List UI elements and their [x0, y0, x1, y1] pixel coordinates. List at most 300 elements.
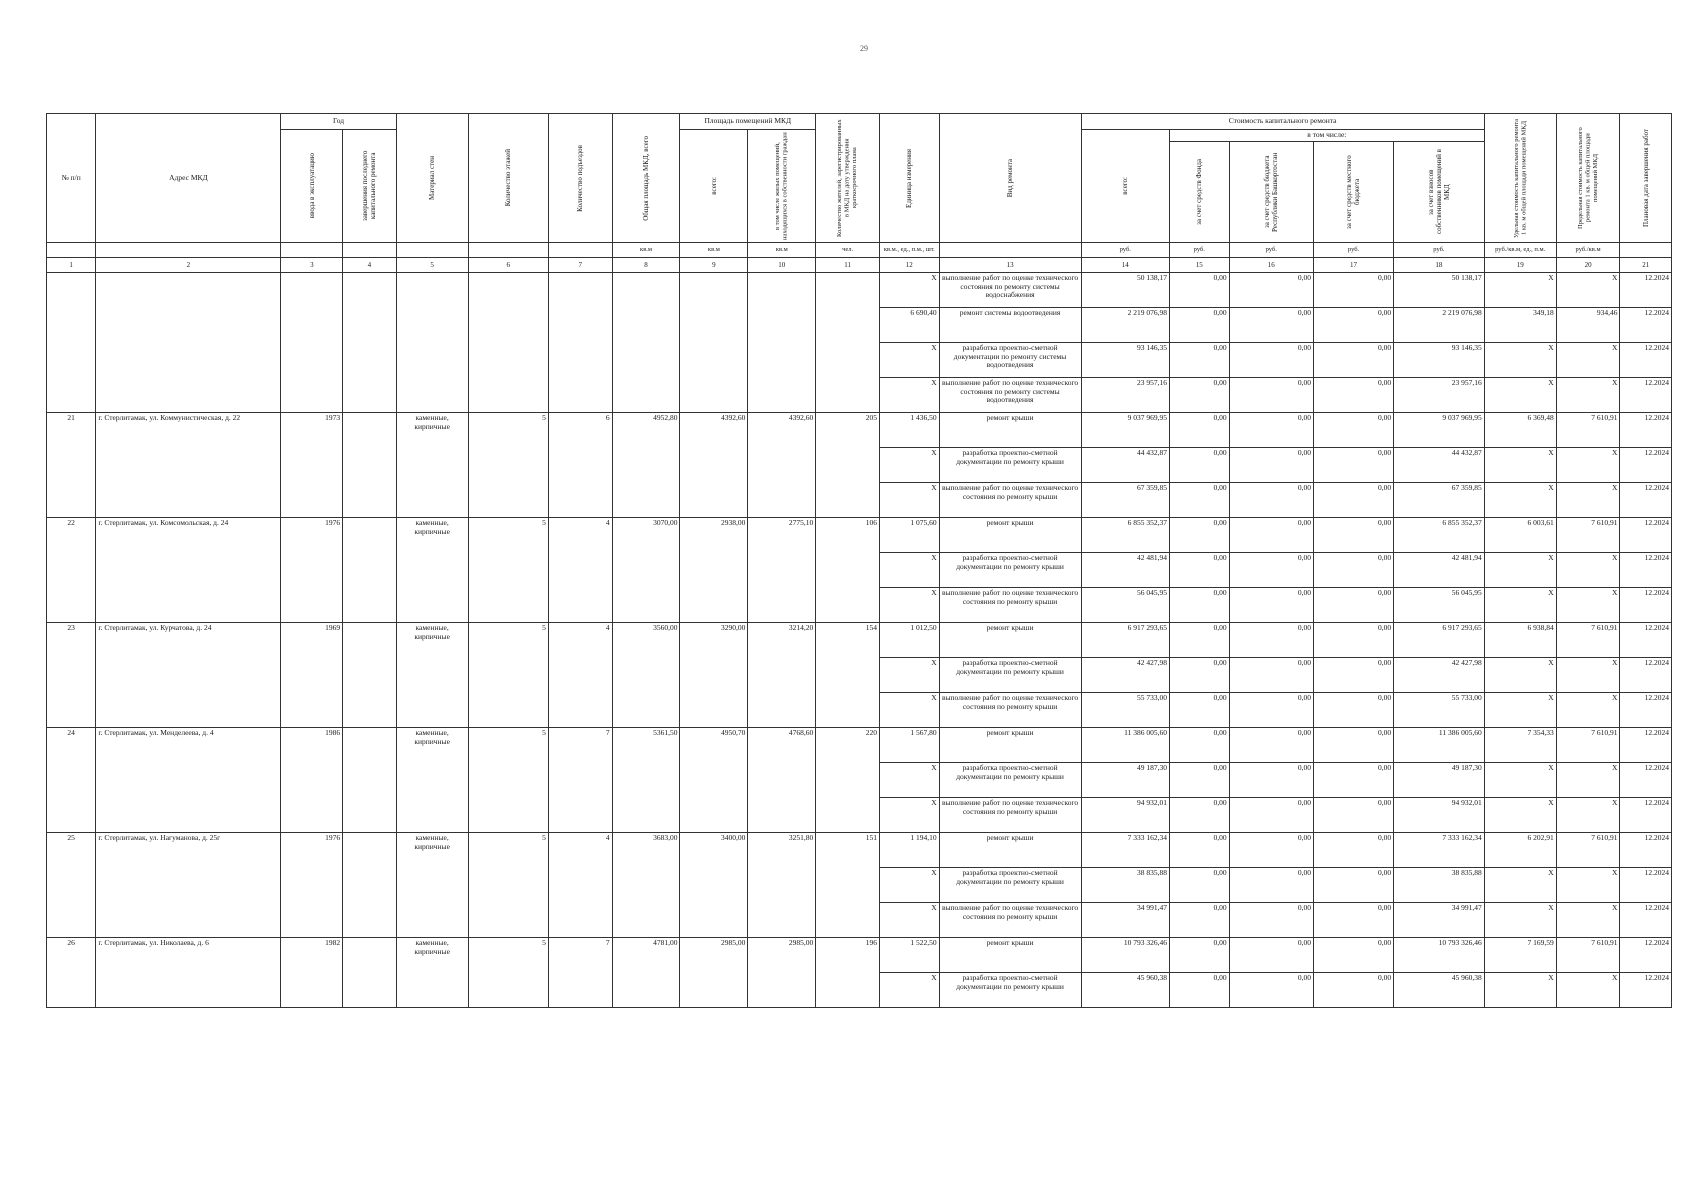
- deadline-cell: 12.2024: [1620, 308, 1672, 343]
- cost-owners-cell: 6 855 352,37: [1394, 518, 1485, 553]
- header-floors: Количество этажей: [504, 149, 513, 207]
- work-type-cell: выполнение работ по оценке технического состояния по ремонту системы водоотведения: [939, 378, 1081, 413]
- floors-cell: [468, 273, 548, 413]
- table-row: [47, 938, 1672, 973]
- cost-fund-cell: 0,00: [1169, 448, 1229, 483]
- cost-local-cell: 0,00: [1313, 588, 1393, 623]
- header-area-residential: в том числе жилых помещений, находящихся в собственности граждан: [774, 132, 789, 240]
- cost-local-cell: 0,00: [1313, 343, 1393, 378]
- unit-qty-cell: X: [879, 658, 939, 693]
- cost-total-cell: 6 855 352,37: [1081, 518, 1169, 553]
- work-type-cell: ремонт крыши: [939, 518, 1081, 553]
- cost-total-cell: 9 037 969,95: [1081, 413, 1169, 448]
- cost-republic-cell: 0,00: [1229, 518, 1313, 553]
- area-res-cell: 3251,80: [748, 833, 816, 938]
- max-cost-cell: X: [1556, 588, 1620, 623]
- last-repair-cell: [343, 833, 396, 938]
- cost-local-cell: 0,00: [1313, 798, 1393, 833]
- material-cell: каменные, кирпичные: [396, 833, 468, 938]
- cost-local-cell: 0,00: [1313, 308, 1393, 343]
- table-row: [47, 833, 1672, 868]
- year-cell: 1982: [281, 938, 343, 1008]
- entrances-cell: 4: [548, 518, 612, 623]
- unit-qty-cell: X: [879, 693, 939, 728]
- unit-cost-cell: X: [1484, 693, 1556, 728]
- deadline-cell: 12.2024: [1620, 623, 1672, 658]
- header-max-cost: Предельная стоимость капитального ремонта 1 кв. м общей площади помещений МКД: [1576, 127, 1599, 229]
- deadline-cell: 12.2024: [1620, 833, 1672, 868]
- header-area-total: всего:: [709, 177, 718, 195]
- work-type-cell: разработка проектно-сметной документации по ремонту крыши: [939, 553, 1081, 588]
- table-row: [47, 728, 1672, 763]
- cost-owners-cell: 6 917 293,65: [1394, 623, 1485, 658]
- header-cost-group: Стоимость капитального ремонта: [1081, 114, 1484, 130]
- work-type-cell: разработка проектно-сметной документации по ремонту системы водоотведения: [939, 343, 1081, 378]
- unit-cost-cell: X: [1484, 378, 1556, 413]
- residents-cell: 220: [816, 728, 880, 833]
- material-cell: [396, 273, 468, 413]
- cost-fund-cell: 0,00: [1169, 273, 1229, 308]
- cost-local-cell: 0,00: [1313, 973, 1393, 1008]
- unit-qty-cell: X: [879, 868, 939, 903]
- work-type-cell: ремонт крыши: [939, 833, 1081, 868]
- header-work-type: Вид ремонта: [1006, 158, 1015, 198]
- year-cell: 1976: [281, 518, 343, 623]
- area-all-cell: 4950,70: [680, 728, 748, 833]
- header-unit-cost: Удельная стоимость капитального ремонта 1 кв. м общей площади помещений МКД: [1512, 118, 1528, 238]
- unit-cost-cell: X: [1484, 588, 1556, 623]
- no-cell: 23: [47, 623, 96, 728]
- max-cost-cell: X: [1556, 448, 1620, 483]
- header-wall-material: Материал стен: [428, 156, 437, 200]
- entrances-cell: 6: [548, 413, 612, 518]
- cost-owners-cell: 34 991,47: [1394, 903, 1485, 938]
- deadline-cell: 12.2024: [1620, 448, 1672, 483]
- unit-qty-cell: X: [879, 273, 939, 308]
- area-all-cell: 2985,00: [680, 938, 748, 1008]
- cost-owners-cell: 49 187,30: [1394, 763, 1485, 798]
- header-cost-local: за счет средств местного бюджета: [1345, 155, 1362, 229]
- area-all-cell: [680, 273, 748, 413]
- deadline-cell: 12.2024: [1620, 518, 1672, 553]
- no-cell: 24: [47, 728, 96, 833]
- residents-cell: [816, 273, 880, 413]
- max-cost-cell: X: [1556, 553, 1620, 588]
- cost-local-cell: 0,00: [1313, 658, 1393, 693]
- cost-fund-cell: 0,00: [1169, 378, 1229, 413]
- cost-total-cell: 56 045,95: [1081, 588, 1169, 623]
- header-cost-republic: за счет средств бюджета Республики Башкортостан: [1263, 152, 1280, 232]
- unit-qty-cell: 1 436,50: [879, 413, 939, 448]
- floors-cell: 5: [468, 728, 548, 833]
- cost-republic-cell: 0,00: [1229, 413, 1313, 448]
- header-area-group: Площадь помещений МКД: [680, 114, 816, 130]
- cost-total-cell: 7 333 162,34: [1081, 833, 1169, 868]
- address-cell: г. Стерлитамак, ул. Нагуманова, д. 25г: [96, 833, 281, 938]
- no-cell: [47, 273, 96, 413]
- cost-fund-cell: 0,00: [1169, 728, 1229, 763]
- cost-total-cell: 49 187,30: [1081, 763, 1169, 798]
- cost-republic-cell: 0,00: [1229, 728, 1313, 763]
- entrances-cell: 7: [548, 938, 612, 1008]
- table-row: [47, 413, 1672, 448]
- max-cost-cell: 7 610,91: [1556, 413, 1620, 448]
- cost-owners-cell: 42 481,94: [1394, 553, 1485, 588]
- capital-repair-table: [46, 113, 1672, 1008]
- cost-owners-cell: 44 432,87: [1394, 448, 1485, 483]
- cost-local-cell: 0,00: [1313, 518, 1393, 553]
- cost-republic-cell: 0,00: [1229, 343, 1313, 378]
- year-cell: 1976: [281, 833, 343, 938]
- work-type-cell: разработка проектно-сметной документации по ремонту крыши: [939, 763, 1081, 798]
- deadline-cell: 12.2024: [1620, 343, 1672, 378]
- header-no: № п/п: [47, 114, 96, 243]
- last-repair-cell: [343, 728, 396, 833]
- cost-local-cell: 0,00: [1313, 938, 1393, 973]
- total-area-cell: 4952,80: [612, 413, 680, 518]
- unit-cost-cell: X: [1484, 343, 1556, 378]
- max-cost-cell: X: [1556, 693, 1620, 728]
- last-repair-cell: [343, 273, 396, 413]
- unit-cost-cell: X: [1484, 973, 1556, 1008]
- work-type-cell: выполнение работ по оценке технического состояния по ремонту крыши: [939, 903, 1081, 938]
- residents-cell: 154: [816, 623, 880, 728]
- total-area-cell: 3560,00: [612, 623, 680, 728]
- cost-owners-cell: 11 386 005,60: [1394, 728, 1485, 763]
- cost-fund-cell: 0,00: [1169, 903, 1229, 938]
- address-cell: г. Стерлитамак, ул. Комсомольская, д. 24: [96, 518, 281, 623]
- last-repair-cell: [343, 623, 396, 728]
- address-cell: г. Стерлитамак, ул. Коммунистическая, д. 22: [96, 413, 281, 518]
- cost-owners-cell: 45 960,38: [1394, 973, 1485, 1008]
- max-cost-cell: 7 610,91: [1556, 833, 1620, 868]
- cost-local-cell: 0,00: [1313, 833, 1393, 868]
- max-cost-cell: X: [1556, 868, 1620, 903]
- cost-republic-cell: 0,00: [1229, 378, 1313, 413]
- address-cell: [96, 273, 281, 413]
- cost-republic-cell: 0,00: [1229, 763, 1313, 798]
- header-cost-owners: за счет взносов собственников помещений в МКД: [1426, 149, 1451, 235]
- work-type-cell: разработка проектно-сметной документации по ремонту крыши: [939, 868, 1081, 903]
- max-cost-cell: 934,46: [1556, 308, 1620, 343]
- cost-total-cell: 11 386 005,60: [1081, 728, 1169, 763]
- max-cost-cell: X: [1556, 798, 1620, 833]
- cost-fund-cell: 0,00: [1169, 553, 1229, 588]
- cost-owners-cell: 38 835,88: [1394, 868, 1485, 903]
- total-area-cell: 3683,00: [612, 833, 680, 938]
- header-deadline: Плановая дата завершения работ: [1641, 128, 1650, 228]
- header-year-last-repair: завершения последнего капитального ремонта: [361, 150, 378, 222]
- total-area-cell: 3070,00: [612, 518, 680, 623]
- cost-fund-cell: 0,00: [1169, 483, 1229, 518]
- deadline-cell: 12.2024: [1620, 413, 1672, 448]
- cost-fund-cell: 0,00: [1169, 973, 1229, 1008]
- unit-cost-cell: 349,18: [1484, 308, 1556, 343]
- total-area-cell: 5361,50: [612, 728, 680, 833]
- material-cell: каменные, кирпичные: [396, 518, 468, 623]
- work-type-cell: ремонт системы водоотведения: [939, 308, 1081, 343]
- unit-qty-cell: X: [879, 553, 939, 588]
- cost-local-cell: 0,00: [1313, 903, 1393, 938]
- unit-qty-cell: X: [879, 763, 939, 798]
- deadline-cell: 12.2024: [1620, 903, 1672, 938]
- work-type-cell: разработка проектно-сметной документации по ремонту крыши: [939, 658, 1081, 693]
- deadline-cell: 12.2024: [1620, 588, 1672, 623]
- unit-qty-cell: X: [879, 588, 939, 623]
- unit-cost-cell: X: [1484, 868, 1556, 903]
- header-residents: Количество жителей, зарегистрированных в МКД на дату утверждения краткосрочного плана: [836, 119, 859, 237]
- max-cost-cell: 7 610,91: [1556, 518, 1620, 553]
- unit-qty-cell: 6 690,40: [879, 308, 939, 343]
- cost-total-cell: 45 960,38: [1081, 973, 1169, 1008]
- unit-cost-cell: X: [1484, 273, 1556, 308]
- cost-fund-cell: 0,00: [1169, 693, 1229, 728]
- unit-cost-cell: X: [1484, 798, 1556, 833]
- cost-local-cell: 0,00: [1313, 728, 1393, 763]
- cost-total-cell: 34 991,47: [1081, 903, 1169, 938]
- cost-republic-cell: 0,00: [1229, 588, 1313, 623]
- cost-fund-cell: 0,00: [1169, 413, 1229, 448]
- cost-republic-cell: 0,00: [1229, 903, 1313, 938]
- unit-qty-cell: X: [879, 903, 939, 938]
- unit-qty-cell: X: [879, 798, 939, 833]
- deadline-cell: 12.2024: [1620, 483, 1672, 518]
- cost-local-cell: 0,00: [1313, 763, 1393, 798]
- no-cell: 25: [47, 833, 96, 938]
- cost-republic-cell: 0,00: [1229, 308, 1313, 343]
- floors-cell: 5: [468, 833, 548, 938]
- header-year: Год: [281, 114, 396, 130]
- cost-republic-cell: 0,00: [1229, 553, 1313, 588]
- deadline-cell: 12.2024: [1620, 378, 1672, 413]
- cost-total-cell: 38 835,88: [1081, 868, 1169, 903]
- unit-cost-cell: 6 202,91: [1484, 833, 1556, 868]
- cost-total-cell: 50 138,17: [1081, 273, 1169, 308]
- unit-cost-cell: 7 354,33: [1484, 728, 1556, 763]
- unit-qty-cell: X: [879, 448, 939, 483]
- max-cost-cell: 7 610,91: [1556, 623, 1620, 658]
- cost-republic-cell: 0,00: [1229, 483, 1313, 518]
- header-year-commission: ввода в эксплуатацию: [307, 153, 316, 219]
- cost-fund-cell: 0,00: [1169, 833, 1229, 868]
- cost-owners-cell: 55 733,00: [1394, 693, 1485, 728]
- unit-qty-cell: X: [879, 343, 939, 378]
- max-cost-cell: X: [1556, 378, 1620, 413]
- cost-total-cell: 93 146,35: [1081, 343, 1169, 378]
- unit-qty-cell: 1 012,50: [879, 623, 939, 658]
- unit-cost-cell: 7 169,59: [1484, 938, 1556, 973]
- entrances-cell: 4: [548, 623, 612, 728]
- header-total-area: Общая площадь МКД, всего: [641, 135, 650, 221]
- work-type-cell: выполнение работ по оценке технического состояния по ремонту крыши: [939, 693, 1081, 728]
- work-type-cell: выполнение работ по оценке технического состояния по ремонту крыши: [939, 483, 1081, 518]
- work-type-cell: ремонт крыши: [939, 728, 1081, 763]
- unit-qty-cell: 1 194,10: [879, 833, 939, 868]
- deadline-cell: 12.2024: [1620, 273, 1672, 308]
- max-cost-cell: X: [1556, 763, 1620, 798]
- cost-republic-cell: 0,00: [1229, 693, 1313, 728]
- cost-owners-cell: 56 045,95: [1394, 588, 1485, 623]
- cost-owners-cell: 7 333 162,34: [1394, 833, 1485, 868]
- header-address: Адрес МКД: [96, 114, 281, 243]
- units-row: кв.м кв.м кв.м чел. кв.м., ед., п.м., шт. руб. руб. руб. руб. руб. руб./кв.м, ед., п.м. руб./кв.м: [47, 243, 1672, 258]
- cost-fund-cell: 0,00: [1169, 308, 1229, 343]
- floors-cell: 5: [468, 623, 548, 728]
- max-cost-cell: 7 610,91: [1556, 938, 1620, 973]
- work-type-cell: ремонт крыши: [939, 623, 1081, 658]
- cost-local-cell: 0,00: [1313, 448, 1393, 483]
- area-res-cell: 4768,60: [748, 728, 816, 833]
- cost-republic-cell: 0,00: [1229, 273, 1313, 308]
- cost-republic-cell: 0,00: [1229, 658, 1313, 693]
- cost-total-cell: 55 733,00: [1081, 693, 1169, 728]
- cost-local-cell: 0,00: [1313, 483, 1393, 518]
- cost-total-cell: 42 427,98: [1081, 658, 1169, 693]
- header-cost-total: всего:: [1121, 177, 1130, 195]
- last-repair-cell: [343, 413, 396, 518]
- cost-total-cell: 10 793 326,46: [1081, 938, 1169, 973]
- column-number-row: 1 2 3 4 5 6 7 8 9 10 11 12 13 14 15 16 17 18 19 20 21: [47, 258, 1672, 273]
- no-cell: 21: [47, 413, 96, 518]
- table-row: [47, 273, 1672, 308]
- material-cell: каменные, кирпичные: [396, 623, 468, 728]
- unit-qty-cell: 1 522,50: [879, 938, 939, 973]
- cost-owners-cell: 10 793 326,46: [1394, 938, 1485, 973]
- area-all-cell: 3400,00: [680, 833, 748, 938]
- cost-republic-cell: 0,00: [1229, 868, 1313, 903]
- cost-local-cell: 0,00: [1313, 623, 1393, 658]
- area-all-cell: 3290,00: [680, 623, 748, 728]
- area-res-cell: 2775,10: [748, 518, 816, 623]
- cost-republic-cell: 0,00: [1229, 623, 1313, 658]
- unit-cost-cell: 6 003,61: [1484, 518, 1556, 553]
- cost-local-cell: 0,00: [1313, 378, 1393, 413]
- material-cell: каменные, кирпичные: [396, 938, 468, 1008]
- header-incl: в том числе:: [1169, 130, 1484, 142]
- unit-cost-cell: 6 938,84: [1484, 623, 1556, 658]
- work-type-cell: разработка проектно-сметной документации по ремонту крыши: [939, 973, 1081, 1008]
- cost-republic-cell: 0,00: [1229, 448, 1313, 483]
- entrances-cell: [548, 273, 612, 413]
- unit-cost-cell: X: [1484, 658, 1556, 693]
- entrances-cell: 7: [548, 728, 612, 833]
- max-cost-cell: X: [1556, 343, 1620, 378]
- address-cell: г. Стерлитамак, ул. Менделеева, д. 4: [96, 728, 281, 833]
- address-cell: г. Стерлитамак, ул. Николаева, д. 6: [96, 938, 281, 1008]
- cost-republic-cell: 0,00: [1229, 938, 1313, 973]
- floors-cell: 5: [468, 938, 548, 1008]
- cost-republic-cell: 0,00: [1229, 973, 1313, 1008]
- table-row: [47, 623, 1672, 658]
- deadline-cell: 12.2024: [1620, 798, 1672, 833]
- area-all-cell: 4392,60: [680, 413, 748, 518]
- cost-fund-cell: 0,00: [1169, 938, 1229, 973]
- residents-cell: 151: [816, 833, 880, 938]
- cost-total-cell: 2 219 076,98: [1081, 308, 1169, 343]
- unit-qty-cell: 1 075,60: [879, 518, 939, 553]
- year-cell: 1969: [281, 623, 343, 728]
- work-type-cell: разработка проектно-сметной документации по ремонту крыши: [939, 448, 1081, 483]
- cost-fund-cell: 0,00: [1169, 658, 1229, 693]
- unit-qty-cell: X: [879, 483, 939, 518]
- max-cost-cell: X: [1556, 273, 1620, 308]
- cost-owners-cell: 9 037 969,95: [1394, 413, 1485, 448]
- cost-owners-cell: 93 146,35: [1394, 343, 1485, 378]
- max-cost-cell: X: [1556, 483, 1620, 518]
- area-all-cell: 2938,00: [680, 518, 748, 623]
- cost-owners-cell: 67 359,85: [1394, 483, 1485, 518]
- deadline-cell: 12.2024: [1620, 728, 1672, 763]
- last-repair-cell: [343, 518, 396, 623]
- work-type-cell: ремонт крыши: [939, 413, 1081, 448]
- cost-republic-cell: 0,00: [1229, 833, 1313, 868]
- entrances-cell: 4: [548, 833, 612, 938]
- cost-fund-cell: 0,00: [1169, 763, 1229, 798]
- unit-cost-cell: X: [1484, 448, 1556, 483]
- cost-local-cell: 0,00: [1313, 273, 1393, 308]
- no-cell: 26: [47, 938, 96, 1008]
- address-cell: г. Стерлитамак, ул. Курчатова, д. 24: [96, 623, 281, 728]
- cost-total-cell: 94 932,01: [1081, 798, 1169, 833]
- page-number: 29: [860, 44, 868, 53]
- work-type-cell: выполнение работ по оценке технического состояния по ремонту системы водоснабжения: [939, 273, 1081, 308]
- cost-republic-cell: 0,00: [1229, 798, 1313, 833]
- cost-fund-cell: 0,00: [1169, 798, 1229, 833]
- last-repair-cell: [343, 938, 396, 1008]
- cost-owners-cell: 23 957,16: [1394, 378, 1485, 413]
- no-cell: 22: [47, 518, 96, 623]
- cost-owners-cell: 42 427,98: [1394, 658, 1485, 693]
- cost-owners-cell: 50 138,17: [1394, 273, 1485, 308]
- cost-fund-cell: 0,00: [1169, 623, 1229, 658]
- residents-cell: 205: [816, 413, 880, 518]
- cost-total-cell: 67 359,85: [1081, 483, 1169, 518]
- material-cell: каменные, кирпичные: [396, 728, 468, 833]
- total-area-cell: [612, 273, 680, 413]
- max-cost-cell: X: [1556, 903, 1620, 938]
- floors-cell: 5: [468, 413, 548, 518]
- unit-cost-cell: X: [1484, 483, 1556, 518]
- max-cost-cell: X: [1556, 973, 1620, 1008]
- cost-total-cell: 44 432,87: [1081, 448, 1169, 483]
- deadline-cell: 12.2024: [1620, 553, 1672, 588]
- deadline-cell: 12.2024: [1620, 693, 1672, 728]
- work-type-cell: выполнение работ по оценке технического состояния по ремонту крыши: [939, 798, 1081, 833]
- cost-total-cell: 6 917 293,65: [1081, 623, 1169, 658]
- cost-fund-cell: 0,00: [1169, 588, 1229, 623]
- cost-local-cell: 0,00: [1313, 693, 1393, 728]
- cost-fund-cell: 0,00: [1169, 518, 1229, 553]
- header-entrances: Количество подъездов: [576, 144, 585, 212]
- deadline-cell: 12.2024: [1620, 868, 1672, 903]
- cost-local-cell: 0,00: [1313, 553, 1393, 588]
- max-cost-cell: 7 610,91: [1556, 728, 1620, 763]
- residents-cell: 196: [816, 938, 880, 1008]
- deadline-cell: 12.2024: [1620, 973, 1672, 1008]
- floors-cell: 5: [468, 518, 548, 623]
- cost-fund-cell: 0,00: [1169, 343, 1229, 378]
- unit-qty-cell: X: [879, 378, 939, 413]
- area-res-cell: 3214,20: [748, 623, 816, 728]
- deadline-cell: 12.2024: [1620, 763, 1672, 798]
- unit-cost-cell: X: [1484, 553, 1556, 588]
- work-type-cell: выполнение работ по оценке технического состояния по ремонту крыши: [939, 588, 1081, 623]
- cost-total-cell: 23 957,16: [1081, 378, 1169, 413]
- cost-fund-cell: 0,00: [1169, 868, 1229, 903]
- deadline-cell: 12.2024: [1620, 938, 1672, 973]
- cost-owners-cell: 94 932,01: [1394, 798, 1485, 833]
- year-cell: 1986: [281, 728, 343, 833]
